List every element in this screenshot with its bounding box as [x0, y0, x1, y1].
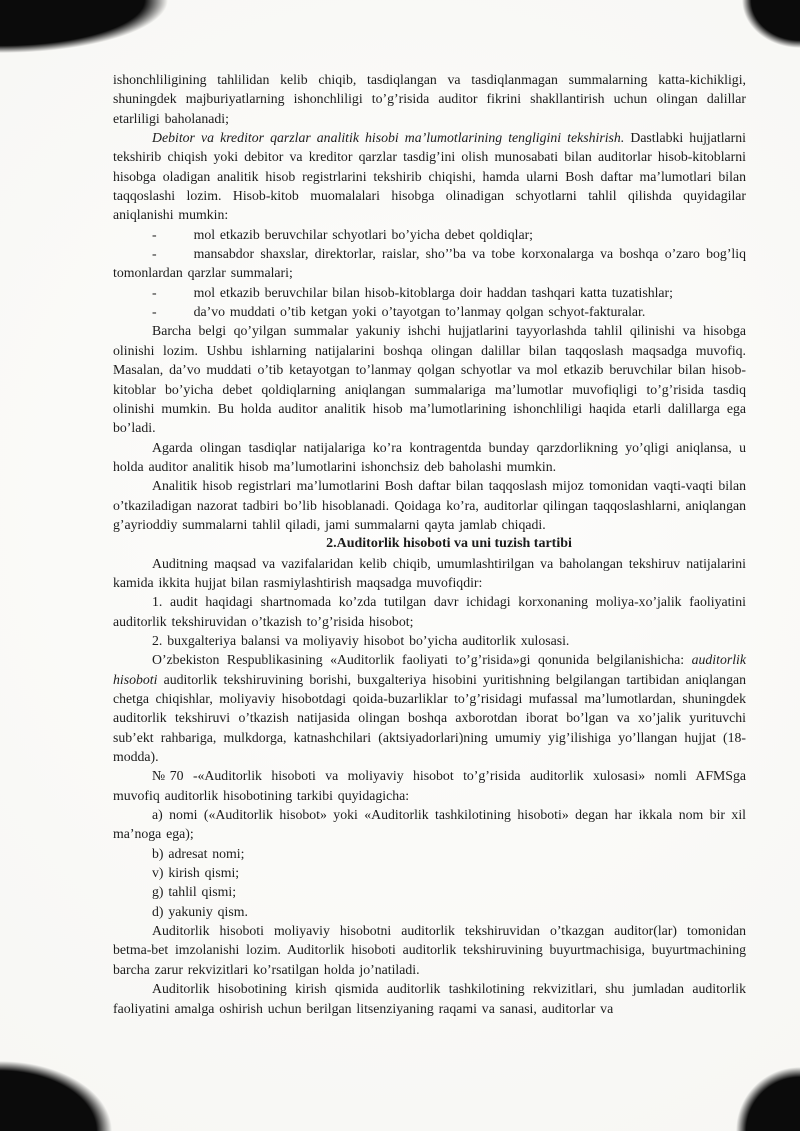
bullet-dash: - [152, 246, 157, 262]
paragraph-analitik: Analitik hisob registrlari ma’lumotlarini Bosh daftar bilan taqqoslash mijoz tomonidan vaqti-vaqti bilan o’tkaziladigan nazorat tadbiri bo’lib hisoblanadi. Qoidaga ko’ra, auditorlar qilingan taqqoslashlarni, aniqlangan g’ayrioddiy summalarni tahlil qiladi, jami summalarni qayta jamlab chiqadi. [113, 478, 746, 532]
paragraph-lettered-item-b: b) adresat nomi; [152, 845, 245, 861]
paragraph-lettered-item-g: g) tahlil qismi; [152, 884, 237, 900]
paragraph-lettered-item-v: v) kirish qismi; [152, 865, 240, 881]
paragraph-debitor-body: Dastlabki hujjatlarni tekshirib chiqish yoki debitor va kreditor qarzlar tasdig’ini olish munosabati bilan auditorlar hisob-kitoblarni hisobga oladigan analitik hisob registrlarini tekshirib chiqishi, hamda ularni Bosh daftar ma’lumotlari bilan taqqoslashi lozim. Hisob-kitob muomalalari hisobga olinadigan schyotlarni tahlil qilishda quyidagilar aniqlanishi mumkin: [113, 130, 746, 223]
paragraph-auditning: Auditning maqsad va vazifalaridan kelib chiqib, umumlashtirilgan va baholangan tekshiruv natijalarini kamida ikkita hujjat bilan rasmiylashtirish maqsadga muvofiqdir: [113, 555, 746, 590]
bullet-dash: - [152, 226, 157, 242]
list-item-text: da’vo muddati o’tib ketgan yoki o’tayotgan to’lanmay qolgan schyot-fakturalar. [193, 304, 646, 320]
list-item-text: mol etkazib beruvchilar schyotlari bo’yicha debet qoldiqlar; [193, 226, 534, 242]
paragraph-afms: №70 -«Auditorlik hisoboti va moliyaviy hisobot to’g’risida auditorlik xulosasi» nomli AFMSga muvofiq auditorlik hisobotining tarkibi quyidagicha: [113, 768, 746, 803]
paragraph-intro: ishonchliligining tahlilidan kelib chiqib, tasdiqlangan va tasdiqlanmagan summalarning katta-kichikligi, shuningdek majburiyatlarning ishonchliligi to’g’risida auditor fikrini shakllantirish uchun olingan dalillar etarliligi baholanadi; [113, 72, 746, 126]
list-item [113, 225, 746, 244]
italic-lead-sentence: Debitor va kreditor qarzlar analitik hisobi ma’lumotlarining tengligini tekshirish. [152, 130, 625, 146]
list-item [113, 283, 746, 302]
list-item-text: mol etkazib beruvchilar bilan hisob-kitoblarga doir haddan tashqari katta tuzatishlar; [193, 284, 673, 300]
paragraph-ozbekiston-lead: O’zbekiston Respublikasining «Auditorlik faoliyati to’g’risida»gi qonunida belgilanishicha: [152, 652, 692, 668]
paragraph-debitor-kreditor [113, 128, 746, 225]
list-item-text: mansabdor shaxslar, direktorlar, raislar, sho’’ba va tobe korxonalarga va boshqa o’zaro bog’liq tomonlardan qarzlar summalari; [113, 246, 746, 281]
paragraph-agarda: Agarda olingan tasdiqlar natijalariga ko’ra kontragentda bunday qarzdorlikning yo’qligi aniqlansa, u holda auditor analitik hisob ma’lumotlarini ishonchsiz deb baholashi mumkin. [113, 439, 746, 474]
list-item [113, 244, 746, 283]
paragraph-ozbekiston [113, 650, 746, 766]
paragraph-lettered-item-d: d) yakuniy qism. [152, 903, 248, 919]
paragraph-numbered-item-1: 1. audit haqidagi shartnomada ko’zda tutilgan davr ichidagi korxonaning moliya-xo’jalik faoliyatini auditorlik tekshiruvidan o’tkazish to’g’risida hisobot; [113, 594, 746, 629]
bullet-dash: - [152, 284, 157, 300]
scan-corner-bottom-left [0, 1061, 112, 1131]
scan-corner-top-left [0, 0, 168, 53]
scan-corner-top-right [742, 0, 800, 48]
italic-term: auditorlik hisoboti [113, 652, 746, 687]
paragraph-lettered-item-a: a) nomi («Auditorlik hisobot» yoki «Auditorlik tashkilotining hisoboti» degan har ikkala nom bir xil ma’noga ega); [113, 807, 746, 842]
scan-corner-bottom-right [736, 1067, 800, 1131]
bullet-dash: - [152, 304, 157, 320]
document-text-column [113, 70, 746, 1018]
paragraph-kirish-qismi: Auditorlik hisobotining kirish qismida auditorlik tashkilotining rekvizitlari, shu jumladan auditorlik faoliyatini amalga oshirish uchun berilgan litsenziyaning raqami va sanasi, auditorlar va [113, 981, 746, 1016]
paragraph-barcha: Barcha belgi qo’yilgan summalar yakuniy ishchi hujjatlarini tayyorlashda tahlil qilinishi va hisobga olinishi lozim. Ushbu ishlarning natijalarini boshqa olingan dalillar bilan taqqoslash maqsadga muvofiq. Masalan, da’vo muddati o’tib ketayotgan to’lanmay qolgan schyotlar va mol etkazib beruvchilar bilan hisob-kitoblar bo’yicha debet qoldiqlarning aniqlangan summalariga ma’lumotlar muvofiqligi to’g’risida tasdiq olinishi mumkin. Bu holda auditor analitik hisob ma’lumotlarining ishonchliligi haqida etarli dalillarga ega bo’ladi. [113, 323, 746, 436]
section-heading: 2.Auditorlik hisoboti va uni tuzish tartibi [326, 536, 572, 552]
list-item [113, 302, 746, 321]
paragraph-numbered-item-2: 2. buxgalteriya balansi va moliyaviy hisobot bo’yicha auditorlik xulosasi. [152, 632, 570, 648]
paragraph-ozbekiston-body: auditorlik tekshiruvining borishi, buxgalteriya hisobini yuritishning belgilangan tartibidan aniqlangan chetga chiqishlar, moliyaviy hisobotdagi qoida-buzarliklar to’g’risidagi mufassal ma’lumotlardan, shuningdek auditorlik tekshiruvi o’tkazish natijasida olingan boshqa axborotdan iborat bo’lgan va xo’jalik yurituvchi sub’ekt rahbariga, mulkdorga, katnashchilari (aktsiyadorlari)ning umumiy yig’ilishiga yo’llangan hujjat (18-modda). [113, 671, 746, 765]
paragraph-imzolanishi: Auditorlik hisoboti moliyaviy hisobotni auditorlik tekshiruvidan o’tkazgan auditor(lar) tomonidan betma-bet imzolanishi lozim. Auditorlik hisoboti auditorlik tekshiruvining buyurtmachisiga, buyurtmachining barcha zarur rekvizitlari ko’rsatilgan holda jo’natiladi. [113, 923, 746, 977]
